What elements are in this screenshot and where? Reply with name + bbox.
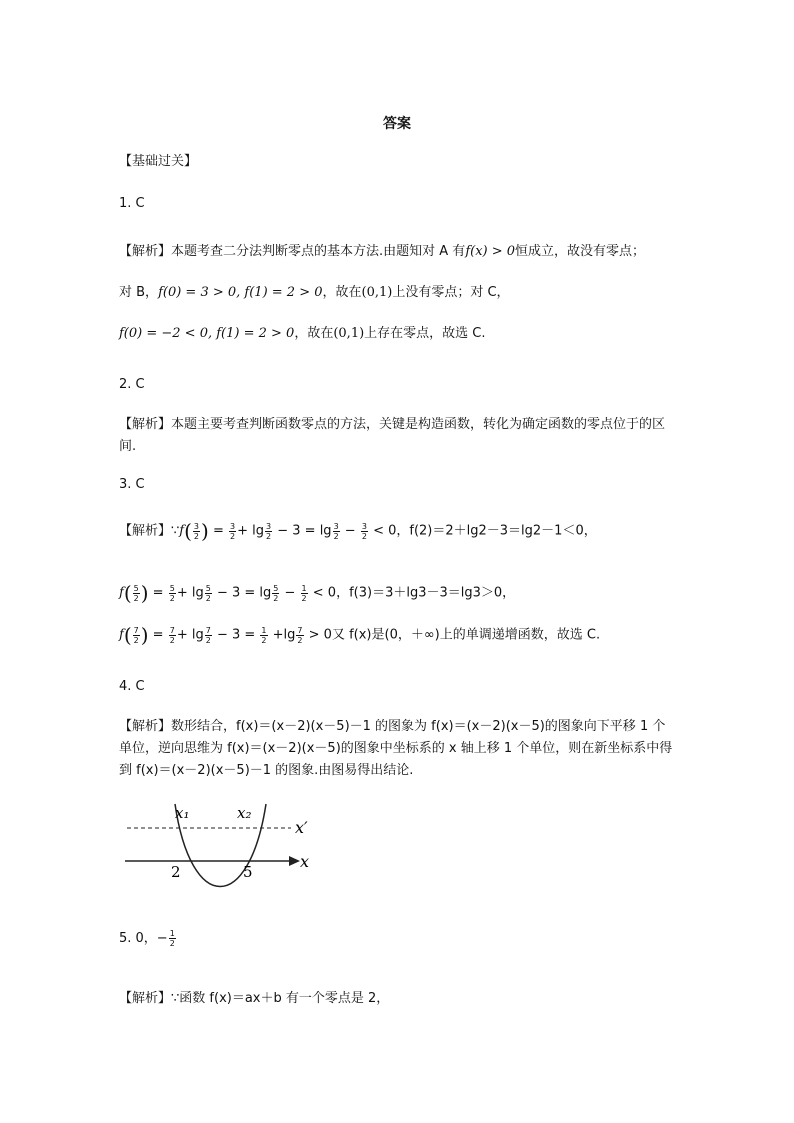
q3-because: ∵ [171,523,180,539]
q5-text: ∵函数 f(x)＝ax＋b 有一个零点是 2， [171,991,390,1006]
q1-line2 [119,282,679,304]
q1-tag: 【解析】 [119,244,172,259]
q4-tag: 【解析】 [119,719,172,734]
q1-l3m1: f(0) = −2 < 0, f(1) = 2 > 0 [119,326,295,341]
parabola-figure [119,800,319,900]
q1-l2m2: (0,1) [361,285,393,300]
q3-line1: 【解析】∵f( $\frac{3}{2}$ ) = $\frac{3}{2}$ + lg $\frac{3}{2}$ − 3 = lg $\frac{3}{2}$ − $\frac{3}{2}$ < 0，f(2)＝2＋lg2－3＝lg2－1＜0， [119,519,597,543]
section-heading: 【基础过关】 [119,154,198,169]
q5-tag: 【解析】 [119,991,172,1006]
label-x-prime: x′ [295,818,308,837]
label-2: 2 [171,863,181,881]
page-title: 答案 [383,116,411,132]
label-5: 5 [243,863,253,881]
x-axis-arrow [289,856,300,866]
q1-l2b: ，故在 [322,285,362,300]
q1-line1 [119,241,679,263]
q3-line3: f( $\frac{7}{2}$ ) = $\frac{7}{2}$ + lg $\frac{7}{2}$ − 3 = $\frac{1}{2}$ +lg $\frac{7}{2}$ > 0又 f(x)是(0，＋∞)上的单调递增函数，故选 C. [119,623,601,647]
q5-answer: 5. 0，− $\frac{1}{2}$ [119,929,175,948]
q4-answer: 4. C [119,679,145,694]
q5-answer-prefix: 5. 0，− [119,931,168,946]
q1-l1m: f(x) > 0 [465,244,516,259]
q1-l2a: 对 B， [119,285,159,300]
label-x1: x₁ [175,804,190,822]
q1-l3m2: (0,1) [333,326,365,341]
q3-line2: f( $\frac{5}{2}$ ) = $\frac{5}{2}$ + lg $\frac{5}{2}$ − 3 = lg $\frac{5}{2}$ − $\frac{1}{2}$ < 0，f(3)＝3＋lg3－3＝lg3＞0， [119,581,516,605]
q1-l2m1: f(0) = 3 > 0, f(1) = 2 > 0 [158,285,323,300]
q4-text: 数形结合，f(x)＝(x－2)(x－5)－1 的图象为 f(x)＝(x－2)(x－5)的图象向下平移 1 个单位，逆向思维为 f(x)＝(x－2)(x－5)的图象中坐标系的 x 轴上移 1 个单位，则在新坐标系中得到 f(x)＝(x－2)(x－5)－1 的图象.由图易得出结论. [119,719,673,778]
q2-text: 本题主要考查判断函数零点的方法，关键是构造函数，转化为确定函数的零点位于的区间. [119,417,666,454]
q1-l3c: 上存在零点，故选 C. [364,326,486,341]
q4-explanation [119,716,675,782]
q3-tag: 【解析】 [119,523,172,539]
q2-tag: 【解析】 [119,417,172,432]
q5-explanation [119,988,679,1010]
label-x2: x₂ [237,804,252,822]
q1-l3b: ，故在 [294,326,334,341]
q1-line3 [119,323,679,345]
q2-answer: 2. C [119,377,145,392]
q1-l1a: 本题考查二分法判断零点的基本方法.由题知对 A 有 [171,244,466,259]
q1-l2c: 上没有零点；对 C， [392,285,510,300]
label-x: x [300,852,310,871]
q3-f: f [179,523,185,539]
q2-explanation [119,414,675,458]
q1-answer: 1. C [119,196,145,211]
q3-answer: 3. C [119,477,145,492]
q1-l1b: 恒成立，故没有零点； [515,244,646,259]
